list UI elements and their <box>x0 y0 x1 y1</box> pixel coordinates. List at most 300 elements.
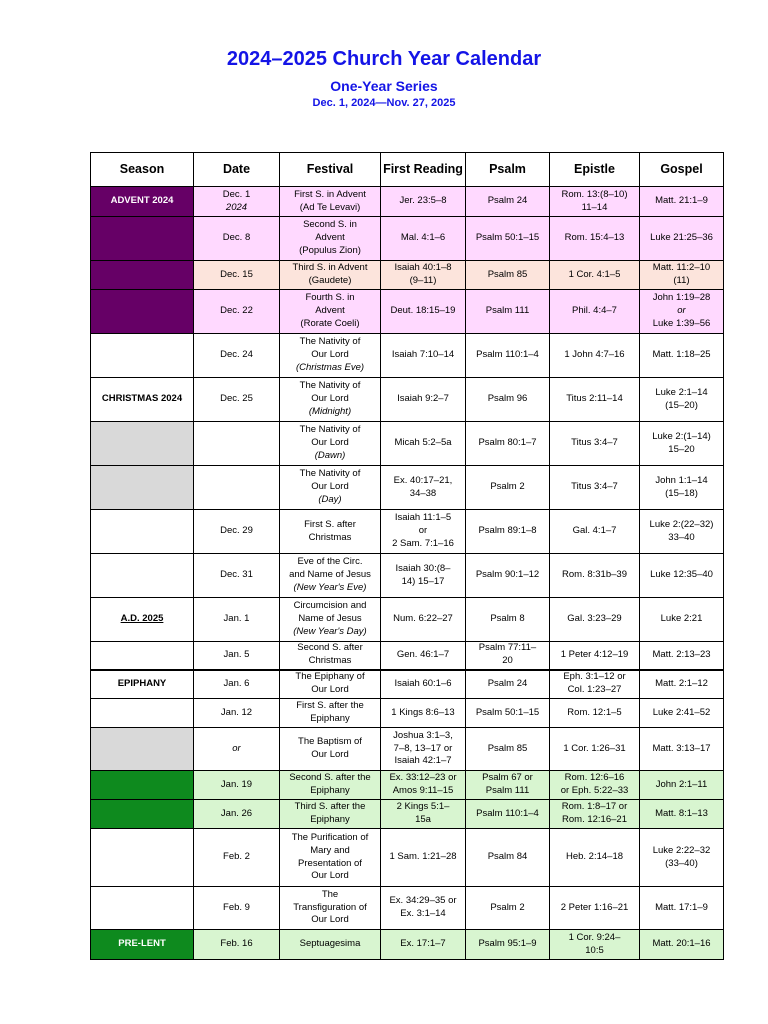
cell-line: Joshua 3:1–3, <box>393 729 453 741</box>
cell-line: Isaiah 11:1–5 <box>394 512 452 524</box>
date-text: Jan. 26 <box>220 807 253 819</box>
epistle-cell <box>550 670 640 699</box>
calendar-body <box>91 187 724 960</box>
cell-line: 2 Sam. 7:1–16 <box>392 537 454 549</box>
date-text: or <box>232 742 241 754</box>
festival-cell <box>280 887 381 930</box>
psalm-cell <box>466 554 550 598</box>
cell-line: Luke 21:25–36 <box>650 232 713 244</box>
psalm-cell <box>466 800 550 829</box>
first-reading-cell <box>381 728 466 771</box>
date-text: Jan. 19 <box>220 778 253 790</box>
cell-line: Psalm 2 <box>490 901 525 913</box>
date-cell <box>194 217 280 261</box>
cell-line: Our Lord <box>311 914 349 926</box>
season-cell <box>91 261 194 290</box>
cell-line: Third S. after the <box>294 801 366 813</box>
season-cell <box>91 728 194 771</box>
date-text: Jan. 1 <box>223 613 250 625</box>
cell-line: First S. in Advent <box>294 188 366 200</box>
cell-line: Advent <box>315 305 345 317</box>
cell-line: Fourth S. in <box>305 292 355 304</box>
first-reading-cell <box>381 261 466 290</box>
cell-line: 15a <box>415 814 431 825</box>
gospel-cell <box>640 670 724 699</box>
psalm-cell <box>466 598 550 642</box>
cell-line: 2 Kings 5:1– <box>396 801 450 813</box>
date-cell <box>194 378 280 422</box>
season-cell: ADVENT 2024 <box>91 187 194 217</box>
festival-cell <box>280 187 381 217</box>
cell-line: Psalm 84 <box>487 851 528 863</box>
cell-line: 20 <box>502 655 513 667</box>
epistle-cell <box>550 771 640 800</box>
date-text: Dec. 29 <box>220 525 253 537</box>
cell-line: (Midnight) <box>308 405 352 417</box>
table-row <box>91 217 724 261</box>
date-cell <box>194 466 280 510</box>
cell-line: (15–18) <box>665 487 698 499</box>
table-row <box>91 930 724 960</box>
cell-line: 1 Sam. 1:21–28 <box>389 851 457 863</box>
epistle-cell <box>550 466 640 510</box>
date-text: Jan. 5 <box>223 648 250 660</box>
table-row <box>91 829 724 887</box>
date-cell <box>194 510 280 554</box>
cell-line: Matt. 17:1–9 <box>655 901 708 913</box>
cell-line: (Day) <box>318 493 342 505</box>
cell-line: John 2:1–11 <box>655 778 708 790</box>
cell-line: Isaiah 9:2–7 <box>397 393 449 405</box>
festival-cell <box>280 670 381 699</box>
cell-line: Our Lord <box>311 393 349 405</box>
festival-cell <box>280 378 381 422</box>
cell-line: Third S. in Advent <box>292 262 368 274</box>
cell-line: Matt. 2:1–12 <box>655 677 708 689</box>
cell-line: 7–8, 13–17 or <box>393 742 453 754</box>
cell-line: Matt. 11:2–10 <box>652 262 711 274</box>
cell-line: 34–38 <box>409 487 437 499</box>
cell-line: Matt. 1:18–25 <box>652 349 711 361</box>
cell-line: Psalm 50:1–15 <box>475 232 540 244</box>
col-header-season: Season <box>91 153 194 187</box>
cell-line: Psalm 111 <box>485 785 530 796</box>
table-row <box>91 699 724 728</box>
cell-line: Mal. 4:1–6 <box>400 232 446 244</box>
psalm-cell <box>466 466 550 510</box>
date-cell <box>194 334 280 378</box>
date-year: 2024 <box>225 201 248 213</box>
epistle-cell <box>550 261 640 290</box>
cell-line: Our Lord <box>311 481 349 493</box>
cell-line: Titus 2:11–14 <box>566 393 623 405</box>
season-cell <box>91 510 194 554</box>
psalm-cell <box>466 334 550 378</box>
gospel-cell <box>640 187 724 217</box>
festival-cell <box>280 598 381 642</box>
cell-line: Psalm 89:1–8 <box>478 525 537 537</box>
season-cell <box>91 422 194 466</box>
col-header-psalm: Psalm <box>466 153 550 187</box>
cell-line: 33–40 <box>668 531 695 543</box>
cell-line: 15–20 <box>668 443 695 455</box>
gospel-cell <box>640 217 724 261</box>
cell-line: Mary and <box>310 844 350 856</box>
gospel-cell <box>640 887 724 930</box>
cell-line: (Gaudete) <box>308 275 352 286</box>
date-text: Dec. 25 <box>220 393 253 405</box>
festival-cell <box>280 261 381 290</box>
cell-line: Rom. 12:6–16 <box>564 772 625 784</box>
table-row <box>91 598 724 642</box>
season-cell <box>91 334 194 378</box>
cell-line: 1 Peter 4:12–19 <box>560 648 629 660</box>
gospel-cell <box>640 466 724 510</box>
gospel-cell <box>640 554 724 598</box>
festival-cell <box>280 510 381 554</box>
gospel-cell <box>640 771 724 800</box>
page-title: 2024–2025 Church Year Calendar <box>226 48 542 70</box>
table-row <box>91 510 724 554</box>
season-cell <box>91 771 194 800</box>
festival-cell <box>280 829 381 887</box>
date-text: Dec. 8 <box>222 232 251 244</box>
festival-cell <box>280 642 381 670</box>
cell-line: John 1:19–28 <box>652 292 711 304</box>
season-cell <box>91 466 194 510</box>
first-reading-cell <box>381 217 466 261</box>
season-cell <box>91 887 194 930</box>
cell-line: Epiphany <box>310 785 350 796</box>
first-reading-cell <box>381 378 466 422</box>
col-header-festival: Festival <box>280 153 381 187</box>
cell-line: Psalm 24 <box>487 195 528 207</box>
psalm-cell <box>466 829 550 887</box>
cell-line: The Purification of <box>291 831 369 843</box>
psalm-cell <box>466 378 550 422</box>
cell-line: Second S. after <box>297 642 363 654</box>
col-header-first-reading: First Reading <box>381 153 466 187</box>
first-reading-cell <box>381 334 466 378</box>
gospel-cell <box>640 510 724 554</box>
cell-line: Christmas <box>308 655 352 667</box>
cell-line: Advent <box>315 232 345 244</box>
cell-line: The Nativity of <box>299 424 361 436</box>
cell-line: Second S. in <box>303 219 357 231</box>
cell-line: 1 Cor. 1:26–31 <box>563 742 626 754</box>
col-header-date: Date <box>194 153 280 187</box>
table-row <box>91 261 724 290</box>
cell-line: Name of Jesus <box>298 613 362 625</box>
cell-line: Psalm 24 <box>487 677 528 689</box>
cell-line: Gen. 46:1–7 <box>396 648 450 660</box>
cell-line: Matt. 2:13–23 <box>652 648 711 660</box>
cell-line: John 1:1–14 <box>655 474 708 486</box>
festival-cell <box>280 554 381 598</box>
gospel-cell <box>640 699 724 728</box>
date-text: Feb. 9 <box>223 901 250 913</box>
psalm-cell <box>466 699 550 728</box>
cell-line: Luke 1:39–56 <box>652 317 711 329</box>
season-cell: A.D. 2025 <box>91 598 194 642</box>
cell-line: Gal. 3:23–29 <box>567 613 622 625</box>
cell-line: 10:5 <box>585 944 604 956</box>
table-row <box>91 290 724 334</box>
date-cell <box>194 728 280 771</box>
table-row <box>91 728 724 771</box>
cell-line: Luke 2:22–32 <box>652 844 711 856</box>
first-reading-cell <box>381 510 466 554</box>
cell-line: Isaiah 7:10–14 <box>391 349 455 361</box>
cell-line: Psalm 8 <box>490 613 525 625</box>
cell-line: Psalm 85 <box>487 268 528 280</box>
table-row <box>91 334 724 378</box>
date-text: Feb. 2 <box>223 851 250 863</box>
col-header-epistle: Epistle <box>550 153 640 187</box>
cell-line: (New Year's Day) <box>293 625 367 637</box>
cell-line: The Nativity of <box>299 468 361 480</box>
festival-cell <box>280 466 381 510</box>
cell-line: Rom. 8:31b–39 <box>562 569 627 581</box>
date-cell <box>194 670 280 699</box>
table-row <box>91 187 724 217</box>
date-text: Feb. 16 <box>220 938 253 950</box>
psalm-cell <box>466 261 550 290</box>
epistle-cell <box>550 422 640 466</box>
cell-line: Septuagesima <box>299 938 361 950</box>
cell-line: Deut. 18:15–19 <box>390 305 456 317</box>
cell-line: The Baptism of <box>298 736 362 748</box>
first-reading-cell <box>381 930 466 960</box>
cell-line: The <box>321 888 339 900</box>
table-row <box>91 378 724 422</box>
festival-cell <box>280 290 381 334</box>
festival-cell <box>280 728 381 771</box>
festival-cell <box>280 699 381 728</box>
season-cell <box>91 290 194 334</box>
epistle-cell <box>550 598 640 642</box>
cell-line: Our Lord <box>311 870 349 882</box>
cell-line: Ex. 33:12–23 or <box>389 772 457 784</box>
cell-line: Isaiah 42:1–7 <box>394 755 452 767</box>
first-reading-cell <box>381 466 466 510</box>
cell-line: Psalm 80:1–7 <box>478 437 537 449</box>
festival-cell <box>280 422 381 466</box>
first-reading-cell <box>381 800 466 829</box>
cell-line: or <box>418 525 428 537</box>
cell-line: Circumcision and <box>293 600 367 612</box>
gospel-cell <box>640 261 724 290</box>
gospel-cell <box>640 598 724 642</box>
cell-line: Matt. 21:1–9 <box>655 195 708 207</box>
epistle-cell <box>550 334 640 378</box>
cell-line: Christmas <box>308 531 352 543</box>
date-cell <box>194 930 280 960</box>
psalm-cell <box>466 771 550 800</box>
cell-line: (Christmas Eve) <box>295 361 365 373</box>
col-header-gospel: Gospel <box>640 153 724 187</box>
festival-cell <box>280 800 381 829</box>
psalm-cell <box>466 887 550 930</box>
gospel-cell <box>640 334 724 378</box>
cell-line: Heb. 2:14–18 <box>565 851 624 863</box>
cell-line: Our Lord <box>311 684 349 696</box>
cell-line: Ex. 34:29–35 or <box>389 895 457 907</box>
cell-line: Psalm 110:1–4 <box>476 807 539 819</box>
season-cell <box>91 642 194 670</box>
date-cell <box>194 699 280 728</box>
date-cell <box>194 771 280 800</box>
season-cell: PRE-LENT <box>91 930 194 960</box>
season-cell <box>91 699 194 728</box>
cell-line: (Rorate Coeli) <box>300 317 360 329</box>
first-reading-cell <box>381 554 466 598</box>
cell-line: Amos 9:11–15 <box>392 785 454 796</box>
cell-line: Psalm 77:11– <box>478 642 537 654</box>
first-reading-cell <box>381 670 466 699</box>
epistle-cell <box>550 554 640 598</box>
cell-line: Isaiah 40:1–8 <box>394 262 452 274</box>
cell-line: (Dawn) <box>314 449 346 461</box>
cell-line: 14) 15–17 <box>401 575 445 587</box>
cell-line: Psalm 96 <box>487 393 528 405</box>
first-reading-cell <box>381 422 466 466</box>
cell-line: Presentation of <box>298 857 362 869</box>
cell-line: Transfiguration of <box>293 901 367 913</box>
psalm-cell <box>466 510 550 554</box>
epistle-cell <box>550 887 640 930</box>
page-subtitle: One-Year Series <box>330 78 438 94</box>
cell-line: or Eph. 5:22–33 <box>560 785 629 796</box>
gospel-cell <box>640 290 724 334</box>
cell-line: 1 John 4:7–16 <box>564 349 625 361</box>
first-reading-cell <box>381 642 466 670</box>
date-text: Dec. 31 <box>220 569 253 581</box>
date-text: Jan. 6 <box>223 677 250 689</box>
date-range: Dec. 1, 2024—Nov. 27, 2025 <box>312 97 456 109</box>
cell-line: Second S. after the <box>289 772 371 784</box>
gospel-cell <box>640 800 724 829</box>
cell-line: or <box>677 305 686 317</box>
cell-line: Titus 3:4–7 <box>571 481 618 493</box>
calendar-table <box>90 152 724 960</box>
cell-line: Rom. 12:1–5 <box>567 706 622 718</box>
cell-line: Psalm 50:1–15 <box>475 706 540 718</box>
date-cell <box>194 887 280 930</box>
table-row <box>91 887 724 930</box>
cell-line: 1 Cor. 4:1–5 <box>568 268 621 280</box>
epistle-cell <box>550 510 640 554</box>
epistle-cell <box>550 829 640 887</box>
psalm-cell <box>466 290 550 334</box>
cell-line: Matt. 8:1–13 <box>655 807 708 819</box>
cell-line: The Nativity of <box>299 380 361 392</box>
festival-cell <box>280 334 381 378</box>
cell-line: 1 Kings 8:6–13 <box>391 706 455 718</box>
cell-line: Our Lord <box>311 749 349 760</box>
cell-line: Eph. 3:1–12 or <box>563 671 626 683</box>
cell-line: (Ad Te Levavi) <box>299 201 361 213</box>
cell-line: Our Lord <box>311 437 349 449</box>
cell-line: Isaiah 60:1–6 <box>394 677 452 689</box>
cell-line: Ex. 40:17–21, <box>393 474 453 486</box>
cell-line: (New Year's Eve) <box>293 581 367 593</box>
table-row <box>91 554 724 598</box>
date-cell <box>194 422 280 466</box>
first-reading-cell <box>381 887 466 930</box>
cell-line: First S. after <box>304 518 356 530</box>
cell-line: Num. 6:22–27 <box>393 613 453 625</box>
cell-line: Gal. 4:1–7 <box>572 525 617 537</box>
cell-line: Rom. 13:(8–10) <box>561 188 628 200</box>
table-row <box>91 642 724 670</box>
psalm-cell <box>466 728 550 771</box>
date-cell <box>194 800 280 829</box>
first-reading-cell <box>381 290 466 334</box>
date-text: Dec. 1 <box>222 188 251 200</box>
date-text: Dec. 22 <box>220 305 253 317</box>
epistle-cell <box>550 378 640 422</box>
first-reading-cell <box>381 598 466 642</box>
gospel-cell <box>640 378 724 422</box>
cell-line: Titus 3:4–7 <box>571 437 618 449</box>
cell-line: Psalm 111 <box>485 305 530 317</box>
cell-line: (11) <box>673 275 690 286</box>
cell-line: Rom. 1:8–17 or <box>561 801 628 813</box>
cell-line: Psalm 67 or <box>482 772 533 784</box>
cell-line: Luke 2:21 <box>660 613 703 625</box>
table-row <box>91 422 724 466</box>
cell-line: Ex. 3:1–14 <box>400 908 446 919</box>
cell-line: (9–11) <box>409 275 437 286</box>
cell-line: Jer. 23:5–8 <box>399 195 447 207</box>
cell-line: Luke 12:35–40 <box>650 569 713 581</box>
cell-line: Rom. 12:16–21 <box>562 814 627 825</box>
cell-line: Isaiah 30:(8– <box>395 562 451 574</box>
festival-cell <box>280 217 381 261</box>
first-reading-cell <box>381 699 466 728</box>
season-cell: EPIPHANY <box>91 670 194 699</box>
date-cell <box>194 554 280 598</box>
cell-line: The Epiphany of <box>295 671 365 683</box>
epistle-cell <box>550 290 640 334</box>
cell-line: Luke 2:(22–32) <box>649 518 714 530</box>
epistle-cell <box>550 187 640 217</box>
cell-line: First S. after the <box>296 700 364 712</box>
season-cell <box>91 800 194 829</box>
table-row <box>91 670 724 699</box>
cell-line: and Name of Jesus <box>289 569 371 581</box>
date-cell <box>194 261 280 290</box>
first-reading-cell <box>381 771 466 800</box>
epistle-cell <box>550 699 640 728</box>
psalm-cell <box>466 930 550 960</box>
header-row <box>91 153 724 187</box>
cell-line: The Nativity of <box>299 336 361 348</box>
date-text: Jan. 12 <box>220 706 253 718</box>
gospel-cell <box>640 930 724 960</box>
psalm-cell <box>466 422 550 466</box>
date-cell <box>194 829 280 887</box>
cell-line: Epiphany <box>310 713 350 724</box>
psalm-cell <box>466 217 550 261</box>
date-cell <box>194 187 280 217</box>
cell-line: 1 Cor. 9:24– <box>568 931 621 943</box>
table-row <box>91 771 724 800</box>
cell-line: Luke 2:(1–14) <box>652 430 711 442</box>
gospel-cell <box>640 422 724 466</box>
cell-line: Ex. 17:1–7 <box>400 938 446 950</box>
